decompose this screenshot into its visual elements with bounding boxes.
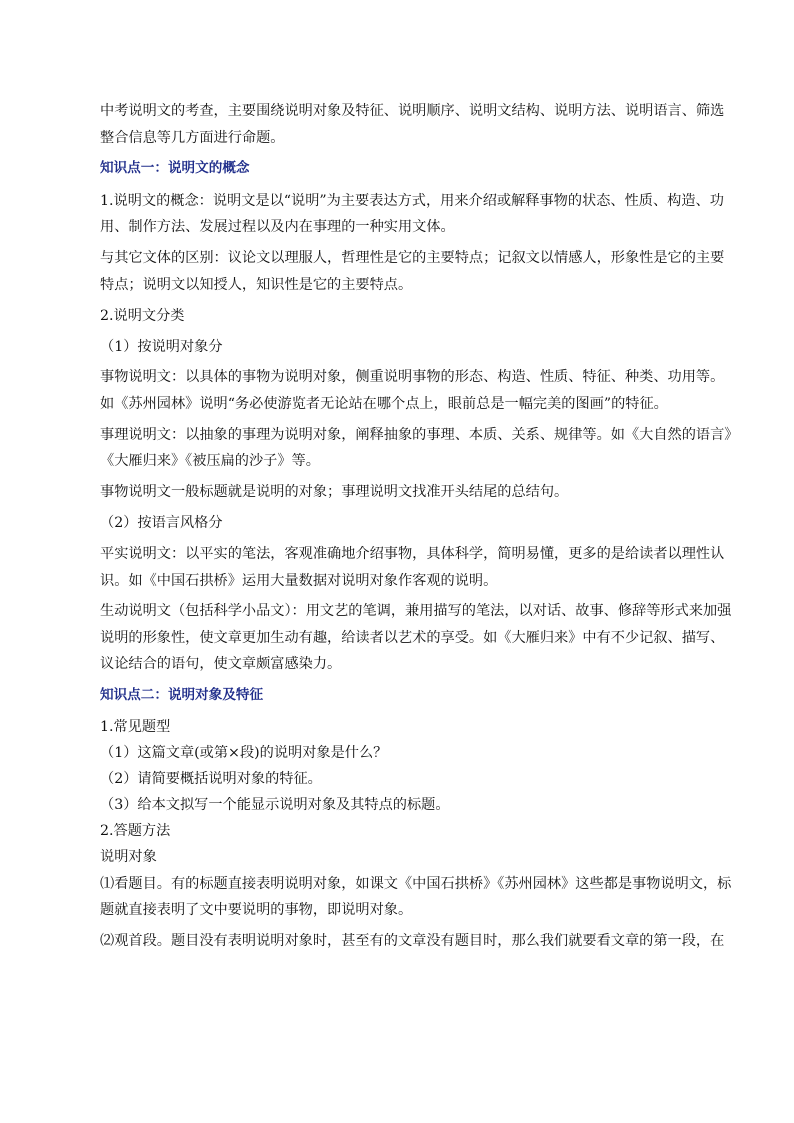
knowledge-point-1-heading: 知识点一：说明文的概念 — [100, 160, 250, 177]
classification-heading: 2.说明文分类 — [100, 307, 185, 324]
question-1: （1）这篇文章(或第×段)的说明对象是什么？ — [100, 744, 388, 761]
method-2-paragraph: ⑵观首段。题目没有表明说明对象时，甚至有的文章没有题目时，那么我们就要看文章的第一段，在 — [100, 933, 725, 950]
plain-explanation-paragraph: 平实说明文：以平实的笔法，客观准确地介绍事物，具体科学，简明易懂，更多的是给读者以理性认识。如《中国石拱桥》运用大量数据对说明对象作客观的说明。 — [100, 546, 725, 589]
thing-explanation-paragraph: 事物说明文：以具体的事物为说明对象，侧重说明事物的形态、构造、性质、特征、种类、功用等。如《苏州园林》说明“务必使游览者无论站在哪个点上，眼前总是一幅完美的图画”的特征。 — [100, 369, 725, 412]
method-heading: 2.答题方法 — [100, 822, 171, 839]
vivid-explanation-paragraph: 生动说明文（包括科学小品文）：用文艺的笔调，兼用描写的笔法，以对话、故事、修辞等形式来加强说明的形象性，使文章更加生动有趣，给读者以艺术的享受。如《大雁归来》中有不少记叙、描写、议论结合的语句，使文章颇富感染力。 — [100, 603, 732, 673]
difference-paragraph: 与其它文体的区别：议论文以理服人，哲理性是它的主要特点；记叙文以情感人，形象性是它的主要特点；说明文以知授人，知识性是它的主要特点。 — [100, 250, 725, 293]
method-1-paragraph: ⑴看题目。有的标题直接表明说明对象，如课文《中国石拱桥》《苏州园林》这些都是事物说明文，标题就直接表明了文中要说明的事物，即说明对象。 — [100, 875, 732, 919]
by-object-subheading: （1）按说明对象分 — [100, 338, 223, 355]
reason-explanation-paragraph: 事理说明文：以抽象的事理为说明对象，阐释抽象的事理、本质、关系、规律等。如《大自然的语言》《大雁归来》《被压扁的沙子》等。 — [100, 426, 732, 470]
title-note-paragraph: 事物说明文一般标题就是说明的对象；事理说明文找准开头结尾的总结句。 — [100, 484, 569, 501]
document-page — [100, 98, 736, 959]
common-types-heading: 1.常见题型 — [100, 718, 171, 735]
question-2: （2）请简要概括说明对象的特征。 — [100, 770, 322, 787]
question-3: （3）给本文拟写一个能显示说明对象及其特点的标题。 — [100, 796, 450, 813]
object-label: 说明对象 — [100, 848, 157, 865]
knowledge-point-2-heading: 知识点二：说明对象及特征 — [100, 687, 264, 704]
concept-paragraph: 1.说明文的概念：说明文是以“说明”为主要表达方式，用来介绍或解释事物的状态、性质、构造、功用、制作方法、发展过程以及内在事理的一种实用文体。 — [100, 192, 724, 236]
intro-paragraph: 中考说明文的考查，主要围绕说明对象及特征、说明顺序、说明文结构、说明方法、说明语言、筛选整合信息等几方面进行命题。 — [100, 103, 725, 146]
by-style-subheading: （2）按语言风格分 — [100, 515, 223, 532]
